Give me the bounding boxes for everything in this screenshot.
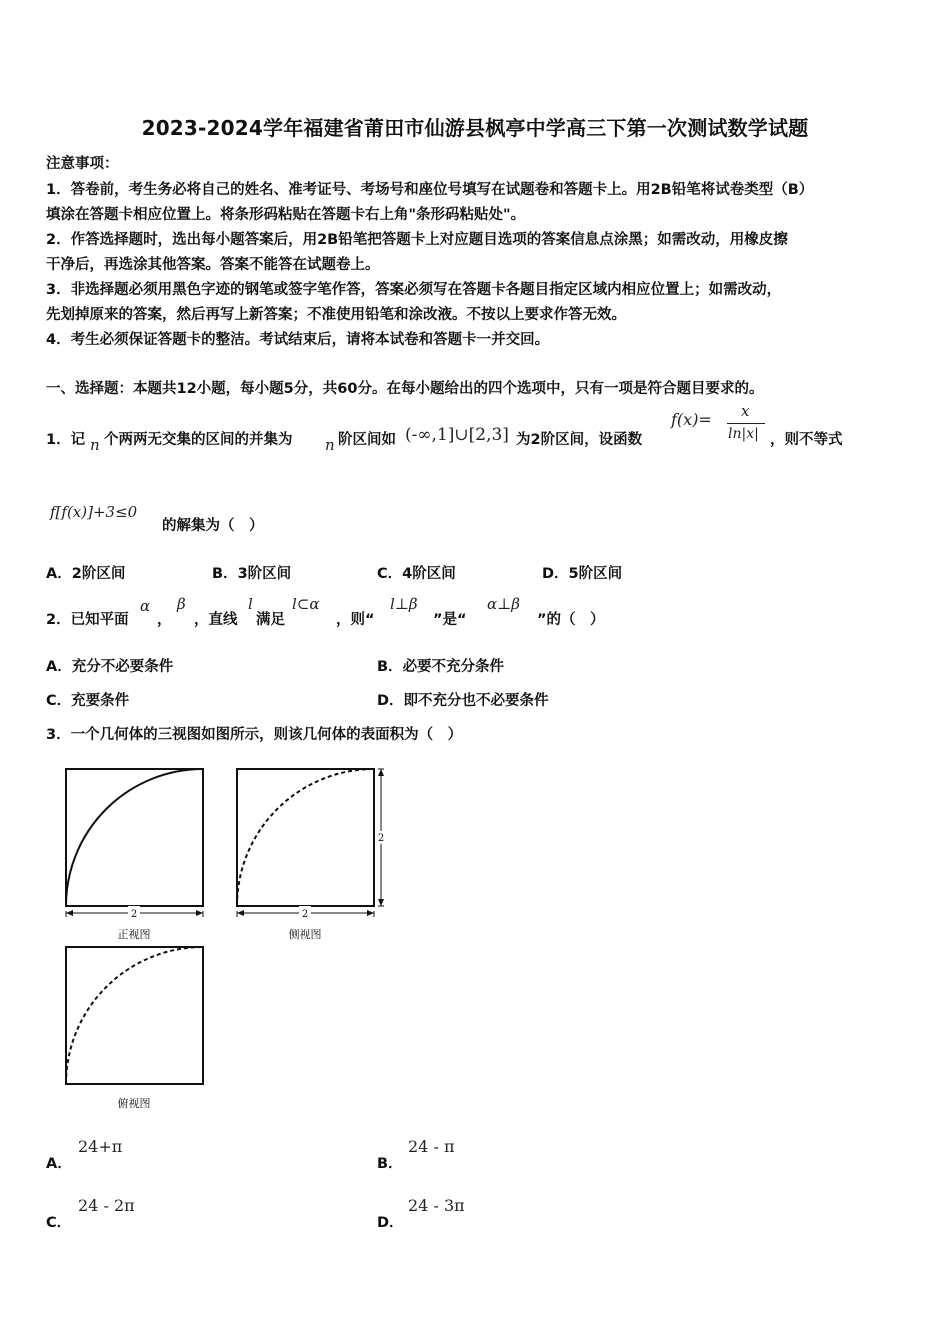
q2-comma: ， [157,612,172,628]
q1-inequality: f[f(x)]+3≤0 [50,503,138,521]
q1-text-1: 1．记 [46,432,86,448]
q1-option-d[interactable]: D．5阶区间 [542,566,623,582]
q2-statement-1: l⊥β [390,595,418,613]
q3-option-b-expr[interactable]: 24 - π [408,1137,455,1156]
q3-stem: 3．一个几何体的三视图如图所示，则该几何体的表面积为（ ） [46,727,463,743]
q1-n-1: n [90,436,100,454]
q2-text-6: ”的（ ） [537,612,605,628]
top-view [66,947,203,1110]
side-dim-right: 2 [377,833,385,844]
q2-l: l [248,595,253,613]
q1-func-den: ln|x| [728,426,759,442]
q1-func-lhs: f(x)= [671,410,712,429]
three-view-figure [55,760,395,1120]
q1-text-4: 为2阶区间，设函数 [516,432,643,448]
q2-beta: β [177,595,186,613]
q3-option-c-expr[interactable]: 24 - 2π [78,1196,135,1215]
notice-line-1: 1．答卷前，考生务必将自己的姓名、准考证号、考场号和座位号填写在试题卷和答题卡上。用2B铅笔将试卷类型（B） [46,182,814,198]
q2-option-d[interactable]: D．即不充分也不必要条件 [377,693,549,709]
q3-option-d-label[interactable]: D． [377,1215,404,1231]
notice-line-4: 干净后，再选涂其他答案。答案不能答在试题卷上。 [46,257,380,273]
q3-option-c-label[interactable]: C． [46,1215,72,1231]
q1-text-3: 阶区间如 [338,432,396,448]
q1-option-c[interactable]: C．4阶区间 [377,566,456,582]
q3-option-d-expr[interactable]: 24 - 3π [408,1196,465,1215]
notice-line-6: 先划掉原来的答案，然后再写上新答案；不准使用铅笔和涂改液。不按以上要求作答无效。 [46,307,626,323]
side-dim-bottom: 2 [301,909,309,920]
top-view-caption: 俯视图 [117,1097,151,1110]
notice-line-2: 填涂在答题卡相应位置上。将条形码粘贴在答题卡右上角"条形码粘贴处"。 [46,207,526,223]
notice-heading: 注意事项： [46,156,119,172]
notice-line-5: 3．非选择题必须用黑色字迹的钢笔或签字笔作答，答案必须写在答题卡各题目指定区域内相应位置上；如需改动， [46,282,782,298]
q1-n-2: n [325,436,335,454]
notice-line-3: 2．作答选择题时，选出每小题答案后，用2B铅笔把答题卡上对应题目选项的答案信息点涂黑；如需改动，用橡皮擦 [46,232,788,248]
q1-option-b[interactable]: B．3阶区间 [212,566,292,582]
q2-text-1: 2．已知平面 [46,612,129,628]
side-view-caption: 侧视图 [288,928,322,941]
q1-text-5: ，则不等式 [770,432,843,448]
q1-interval: (-∞,1]∪[2,3] [405,425,509,445]
q1-fraction-bar [727,423,765,424]
q2-condition: l⊂α [292,595,320,613]
q2-text-5: ”是“ [433,612,467,628]
front-view [66,769,203,941]
front-dim-label: 2 [130,909,138,920]
notice-line-7: 4．考生必须保证答题卡的整洁。考试结束后，请将本试卷和答题卡一并交回。 [46,332,550,348]
q2-option-b[interactable]: B．必要不充分条件 [377,659,505,675]
q2-option-c[interactable]: C．充要条件 [46,693,130,709]
q2-text-3: 满足 [256,612,285,628]
q1-text-2: 个两两无交集的区间的并集为 [104,432,293,448]
q1-option-a[interactable]: A．2阶区间 [46,566,126,582]
q3-option-a-label[interactable]: A． [46,1156,72,1172]
q2-text-4: ，则“ [336,612,375,628]
q1-func-num: x [741,402,750,420]
page-title: 2023-2024学年福建省莆田市仙游县枫亭中学高三下第一次测试数学试题 [141,116,809,140]
q2-text-2: ，直线 [194,612,238,628]
side-view [237,769,387,941]
q1-text-6: 的解集为（ ） [162,518,264,534]
section-heading: 一、选择题：本题共12小题，每小题5分，共60分。在每小题给出的四个选项中，只有一项是符合题目要求的。 [46,381,764,397]
q3-option-a-expr[interactable]: 24+π [78,1137,123,1156]
front-view-caption: 正视图 [117,928,151,941]
q3-option-b-label[interactable]: B． [377,1156,403,1172]
q2-statement-2: α⊥β [487,595,520,613]
q2-option-a[interactable]: A．充分不必要条件 [46,659,174,675]
q2-alpha: α [140,597,151,615]
